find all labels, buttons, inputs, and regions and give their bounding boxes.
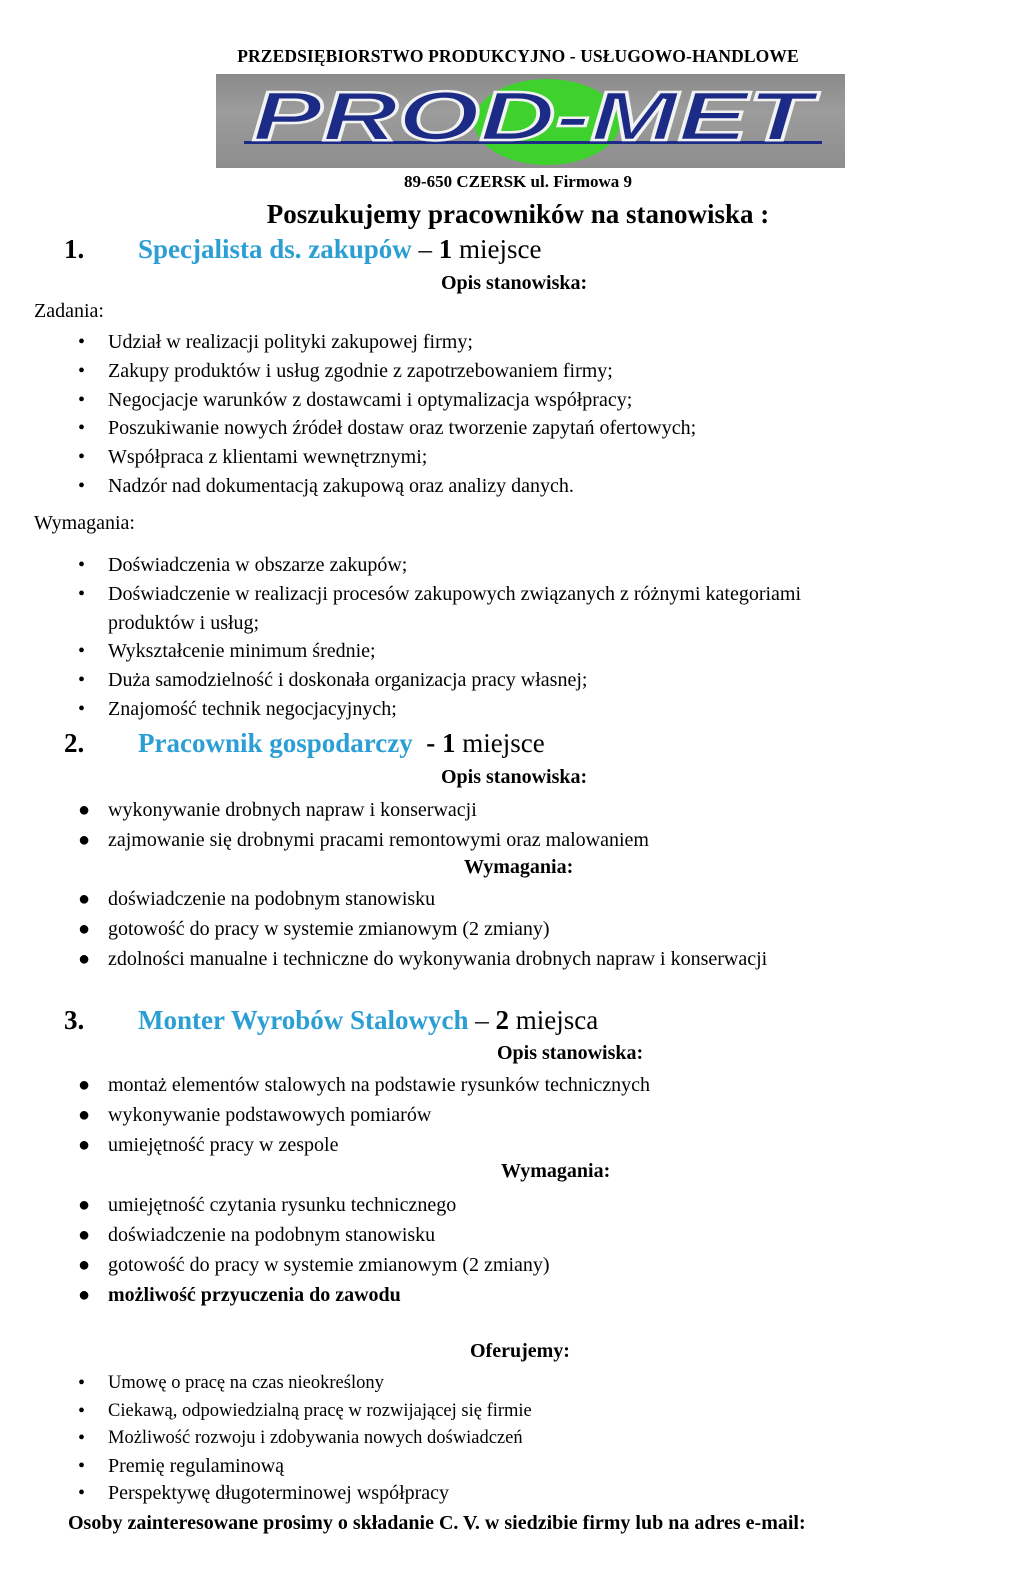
list-item: ● wykonywanie drobnych napraw i konserwacji (78, 799, 477, 821)
list-item: • Doświadczenie w realizacji procesów zakupowych związanych z różnymi kategoriami (78, 582, 802, 605)
job3-count: 2 (495, 1005, 509, 1035)
job1-wymagania-label: Wymagania: (34, 512, 135, 534)
list-item: ● doświadczenie na podobnym stanowisku (78, 1224, 436, 1246)
list-item: • Zakupy produktów i usług zgodnie z zapotrzebowaniem firmy; (78, 359, 613, 382)
list-item: • Umowę o pracę na czas nieokreślony (78, 1372, 384, 1394)
list-item: • Perspektywę długoterminowej współpracy (78, 1482, 450, 1504)
offer-list (64, 1370, 532, 1508)
list-item: ● umiejętność czytania rysunku technicznego (78, 1194, 457, 1216)
job3-wymagania-heading: Wymagania: (501, 1160, 611, 1182)
list-item: ● zajmowanie się drobnymi pracami remontowymi oraz malowaniem (78, 829, 649, 851)
company-address: 89-650 CZERSK ul. Firmowa 9 (403, 172, 633, 191)
job1-zadania-list (64, 328, 696, 501)
job2-dash: - (412, 728, 442, 758)
job2-opis-heading: Opis stanowiska: (441, 766, 588, 788)
job2-place: miejsce (455, 728, 545, 758)
list-item: • Negocjacje warunków z dostawcami i optymalizacja współpracy; (78, 388, 633, 411)
list-item: ● gotowość do pracy w systemie zmianowym (2 zmiany) (78, 1254, 550, 1276)
list-item: • Możliwość rozwoju i zdobywania nowych doświadczeń (78, 1427, 523, 1449)
job3-opis-heading: Opis stanowiska: (497, 1042, 644, 1064)
footer-contact-note: Osoby zainteresowane prosimy o składanie C. V. w siedzibie firmy lub na adres e-mail: (68, 1512, 806, 1534)
job3-number: 3. (64, 1005, 85, 1035)
list-item: • Znajomość technik negocjacyjnych; (78, 697, 397, 720)
list-item: ● możliwość przyuczenia do zawodu (78, 1284, 401, 1306)
list-item: ● doświadczenie na podobnym stanowisku (78, 888, 436, 910)
job2-heading (64, 728, 964, 762)
main-heading: Poszukujemy pracowników na stanowiska : (266, 199, 770, 229)
job2-count: 1 (442, 728, 456, 758)
job1-zadania-label: Zadania: (34, 300, 104, 322)
job2-title: Pracownik gospodarczy (138, 728, 413, 758)
job1-title: Specjalista ds. zakupów (138, 234, 412, 264)
job1-number: 1. (64, 234, 85, 264)
list-item: • Ciekawą, odpowiedzialną pracę w rozwijającej się firmie (78, 1399, 532, 1422)
job3-opis-list (64, 1070, 650, 1160)
list-item: ● umiejętność pracy w zespole (78, 1134, 339, 1156)
list-item: • Poszukiwanie nowych źródeł dostaw oraz tworzenie zapytań ofertowych; (78, 417, 697, 440)
company-type: PRZEDSIĘBIORSTWO PRODUKCYJNO - USŁUGOWO-HANDLOWE (237, 46, 799, 66)
list-item: • Wykształcenie minimum średnie; (78, 640, 376, 663)
job1-wymagania-list (64, 551, 801, 724)
job1-count: 1 (438, 234, 453, 264)
job3-wymagania-list (64, 1190, 550, 1310)
company-logo (216, 74, 845, 168)
logo-text: PROD-MET (252, 77, 820, 155)
job3-title: Monter Wyrobów Stalowych (138, 1005, 469, 1035)
list-item: • Premię regulaminową (78, 1454, 285, 1477)
job2-number: 2. (64, 728, 85, 758)
list-item: • Współpraca z klientami wewnętrznymi; (78, 446, 428, 469)
list-item: ● zdolności manualne i techniczne do wykonywania drobnych napraw i konserwacji (78, 948, 768, 970)
job2-wymagania-list (64, 884, 767, 974)
job3-heading (64, 1005, 964, 1039)
list-item: ● montaż elementów stalowych na podstawie rysunków technicznych (78, 1074, 651, 1096)
list-item: • Udział w realizacji polityki zakupowej firmy; (78, 331, 473, 353)
list-item-continuation: produktów i usług; (108, 611, 260, 634)
list-item: • Duża samodzielność i doskonała organizacja pracy własnej; (78, 669, 588, 692)
offer-heading: Oferujemy: (470, 1340, 570, 1362)
job2-wymagania-heading: Wymagania: (464, 856, 574, 878)
job1-opis-heading: Opis stanowiska: (441, 272, 588, 294)
list-item: ● wykonywanie podstawowych pomiarów (78, 1104, 432, 1126)
job2-opis-list (64, 795, 649, 855)
job1-dash: – (411, 234, 439, 264)
job3-place: miejsca (509, 1005, 599, 1035)
list-item: ● gotowość do pracy w systemie zmianowym (2 zmiany) (78, 918, 550, 940)
job1-place: miejsce (452, 234, 542, 264)
job3-dash: – (468, 1005, 496, 1035)
list-item: • Nadzór nad dokumentacją zakupową oraz analizy danych. (78, 474, 574, 497)
list-item: • Doświadczenia w obszarze zakupów; (78, 554, 408, 576)
job1-heading (64, 234, 964, 268)
